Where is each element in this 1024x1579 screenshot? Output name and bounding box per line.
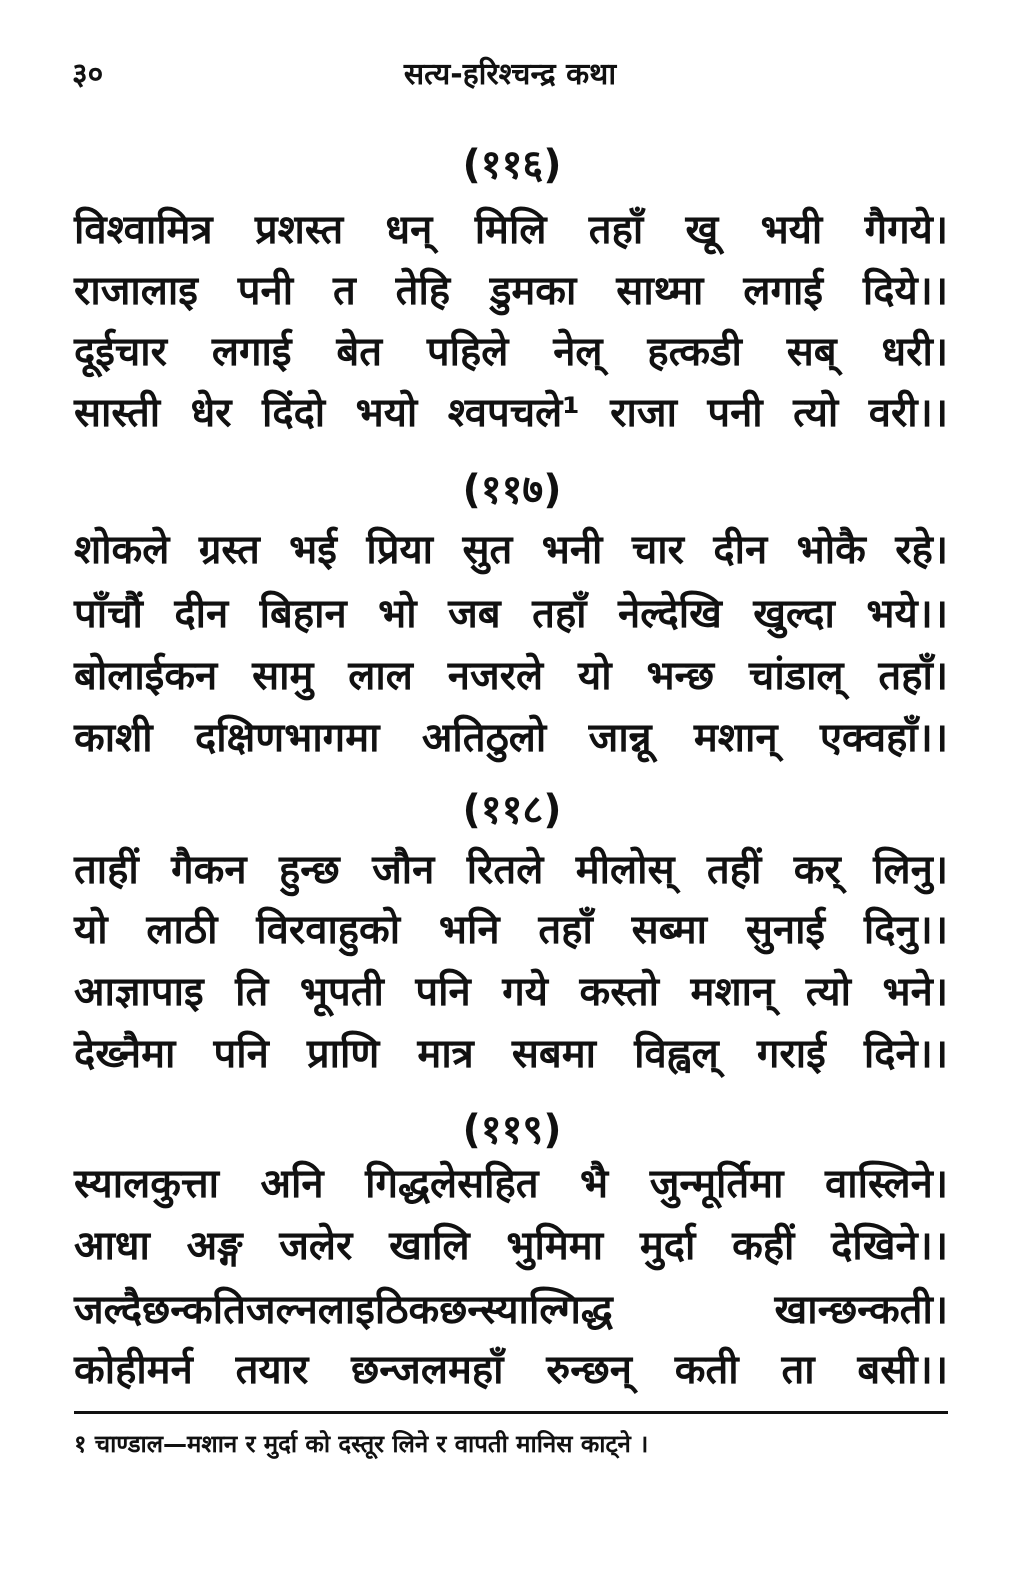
verse-line: यो लाठी विरवाहुको भनि तहाँ सब्मा सुनाई दिनु।। xyxy=(74,907,948,953)
verse-line: कोहीमर्न तयार छन्जलमहाँ रुन्छन् कती ता बसी।। xyxy=(74,1347,948,1393)
verse-line: पाँचौं दीन बिहान भो जब तहाँ नेल्देखि खुल्दा भये।। xyxy=(74,591,948,637)
verse-line: दूईचार लगाई बेत पहिले नेल् हत्कडी सब् धरी। xyxy=(74,329,948,375)
verse-line: राजालाइ पनी त तेहि डुमका साथ्मा लगाई दिये।। xyxy=(74,268,948,314)
book-title: सत्य-हरिश्चन्द्र कथा xyxy=(403,57,617,92)
verse-line: सास्ती धेर दिंदो भयो श्वपचले¹ राजा पनी त्यो वरी।। xyxy=(74,390,948,436)
stanza-number: (११७) xyxy=(462,467,562,513)
running-head xyxy=(72,52,948,92)
footnote-rule xyxy=(74,1411,948,1414)
footnote: १ चाण्डाल—मशान र मुर्दा को दस्तूर लिने र वापती मानिस काट्ने । xyxy=(74,1430,649,1458)
stanza-number: (११६) xyxy=(462,142,562,188)
verse-line: ताहीं गैकन हुन्छ जौन रितले मीलोस् तहीं कर् लिनु। xyxy=(74,847,948,893)
verse-line: जल्दैछन्कतिजल्नलाइठिकछन्स्याल्गिद्ध खान्छन्कती। xyxy=(74,1287,948,1333)
verse-line: विश्वामित्र प्रशस्त धन् मिलि तहाँ खू भयी गैगये। xyxy=(74,207,948,253)
verse-line: काशी दक्षिणभागमा अतिठुलो जान्नू मशान् एक्वहाँ।। xyxy=(74,715,948,761)
verse-line: स्यालकुत्ता अनि गिद्धलेसहित भै जुन्मूर्तिमा वास्लिने। xyxy=(74,1161,948,1207)
verse-line: शोकले ग्रस्त भई प्रिया सुत भनी चार दीन भोकै रहे। xyxy=(74,527,948,573)
page-number: ३० xyxy=(72,57,104,92)
verse-line: आधा अङ्ग जलेर खालि भुमिमा मुर्दा कहीं देखिने।। xyxy=(74,1223,948,1269)
stanza-number: (११९) xyxy=(462,1107,562,1153)
verse-line: देख्नैमा पनि प्राणि मात्र सबमा विह्वल् गराई दिने।। xyxy=(74,1031,948,1077)
stanza-number: (११८) xyxy=(462,787,562,833)
verse-line: आज्ञापाइ ति भूपती पनि गये कस्तो मशान् त्यो भने। xyxy=(74,969,948,1015)
verse-line: बोलाईकन सामु लाल नजरले यो भन्छ चांडाल् तहाँ। xyxy=(74,653,948,699)
